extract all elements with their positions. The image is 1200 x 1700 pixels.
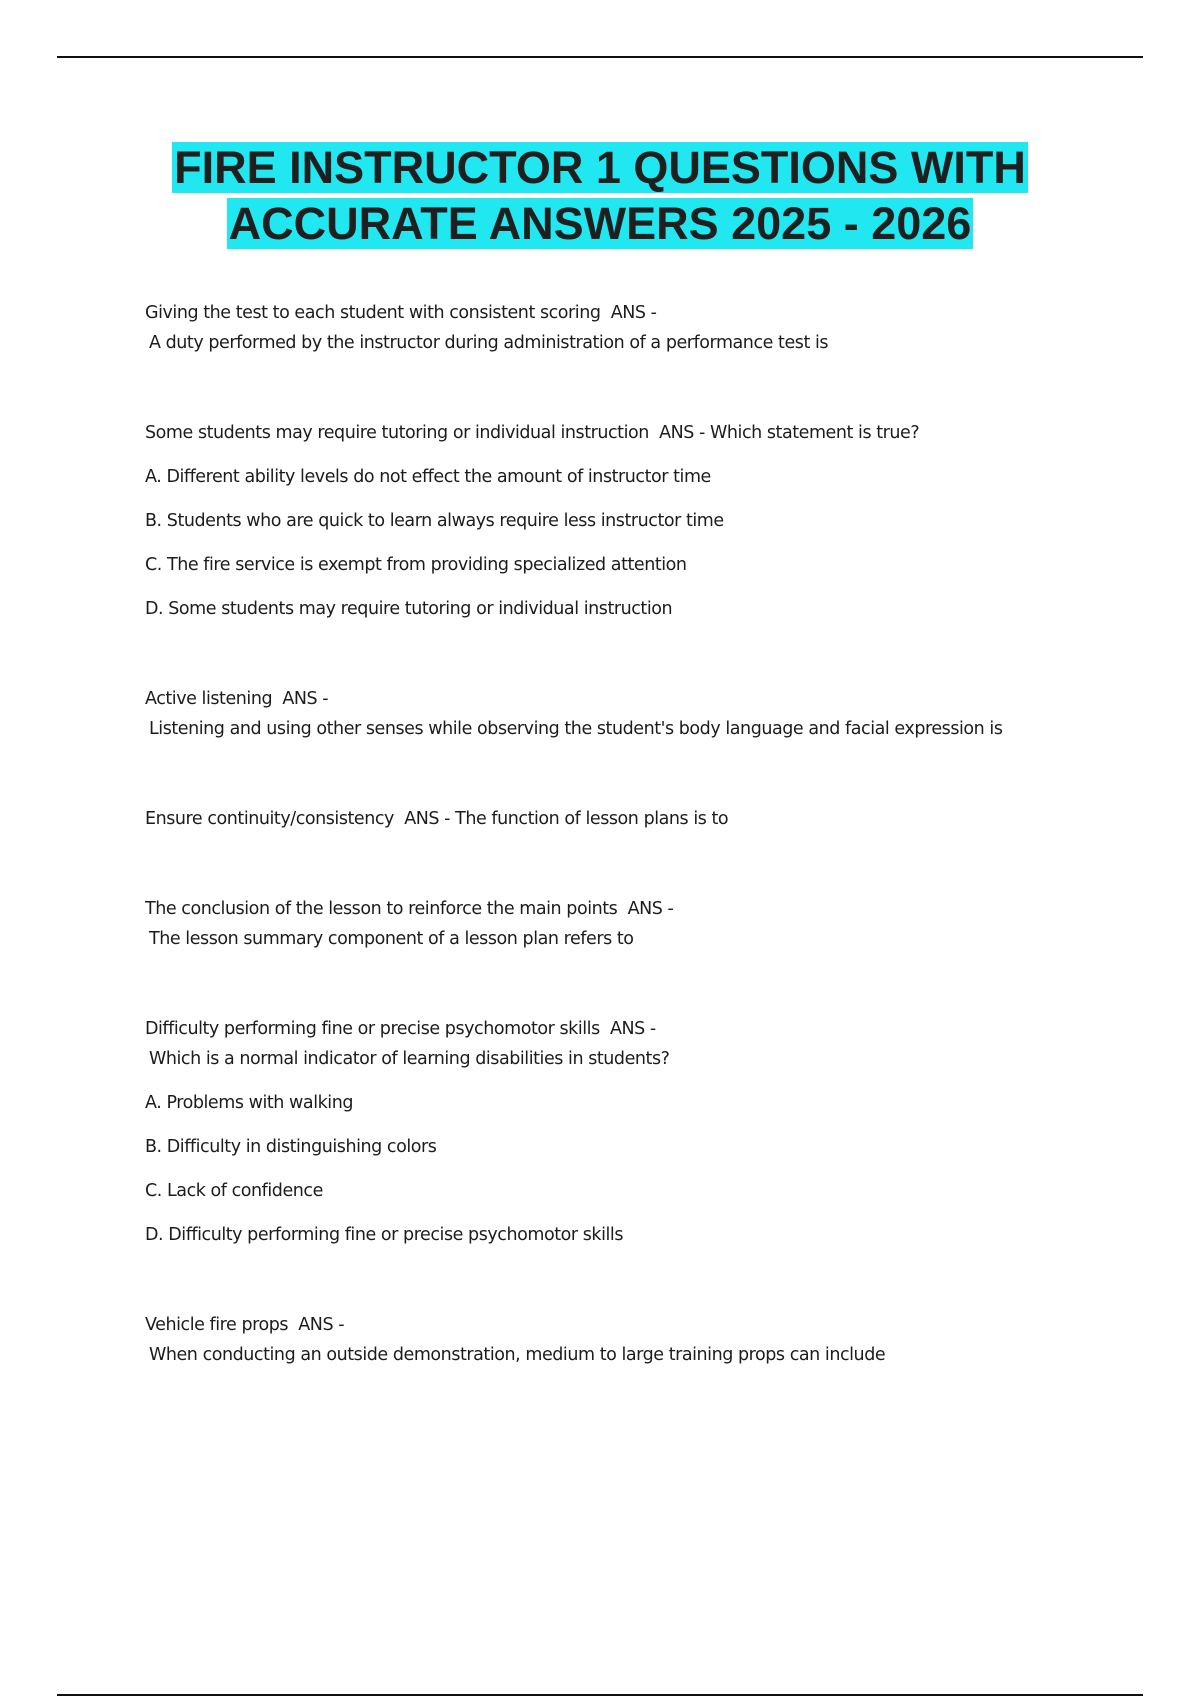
- answer-text: The conclusion of the lesson to reinforce the main points ANS -: [145, 899, 674, 919]
- qa-entry: [145, 418, 1145, 624]
- qa-list: [145, 298, 1145, 1430]
- answer-text: Active listening ANS -: [145, 689, 329, 709]
- question-text: The lesson summary component of a lesson plan refers to: [149, 929, 634, 949]
- option-b: B. Students who are quick to learn always require less instructor time: [145, 511, 724, 531]
- qa-entry: [145, 1310, 1145, 1370]
- option-d: D. Difficulty performing fine or precise psychomotor skills: [145, 1225, 623, 1245]
- option-a: A. Problems with walking: [145, 1093, 354, 1113]
- option-b: B. Difficulty in distinguishing colors: [145, 1137, 437, 1157]
- answer-text: Giving the test to each student with consistent scoring ANS -: [145, 303, 657, 323]
- qa-entry: [145, 298, 1145, 358]
- title-line-2: ACCURATE ANSWERS 2025 - 2026: [228, 198, 972, 249]
- option-c: C. The fire service is exempt from providing specialized attention: [145, 555, 687, 575]
- qa-entry: [145, 804, 1145, 834]
- qa-entry: [145, 1014, 1145, 1250]
- header-rule: [57, 56, 1143, 58]
- option-d: D. Some students may require tutoring or individual instruction: [145, 599, 673, 619]
- footer-rule: [57, 1694, 1143, 1696]
- question-text: When conducting an outside demonstration, medium to large training props can include: [149, 1345, 886, 1365]
- qa-entry: [145, 894, 1145, 954]
- option-a: A. Different ability levels do not effect the amount of instructor time: [145, 467, 711, 487]
- answer-text: Vehicle fire props ANS -: [145, 1315, 345, 1335]
- answer-text: Some students may require tutoring or individual instruction ANS - Which statement is true?: [145, 423, 920, 443]
- question-text: A duty performed by the instructor during administration of a performance test is: [149, 333, 829, 353]
- answer-text: Ensure continuity/consistency ANS - The function of lesson plans is to: [145, 809, 729, 829]
- document-title: [0, 140, 1200, 252]
- qa-entry: [145, 684, 1145, 744]
- title-line-1: FIRE INSTRUCTOR 1 QUESTIONS WITH: [174, 142, 1026, 193]
- question-text: Listening and using other senses while observing the student's body language and facial expression is: [149, 719, 1003, 739]
- option-c: C. Lack of confidence: [145, 1181, 323, 1201]
- question-text: Which is a normal indicator of learning disabilities in students?: [149, 1049, 670, 1069]
- answer-text: Difficulty performing fine or precise psychomotor skills ANS -: [145, 1019, 656, 1039]
